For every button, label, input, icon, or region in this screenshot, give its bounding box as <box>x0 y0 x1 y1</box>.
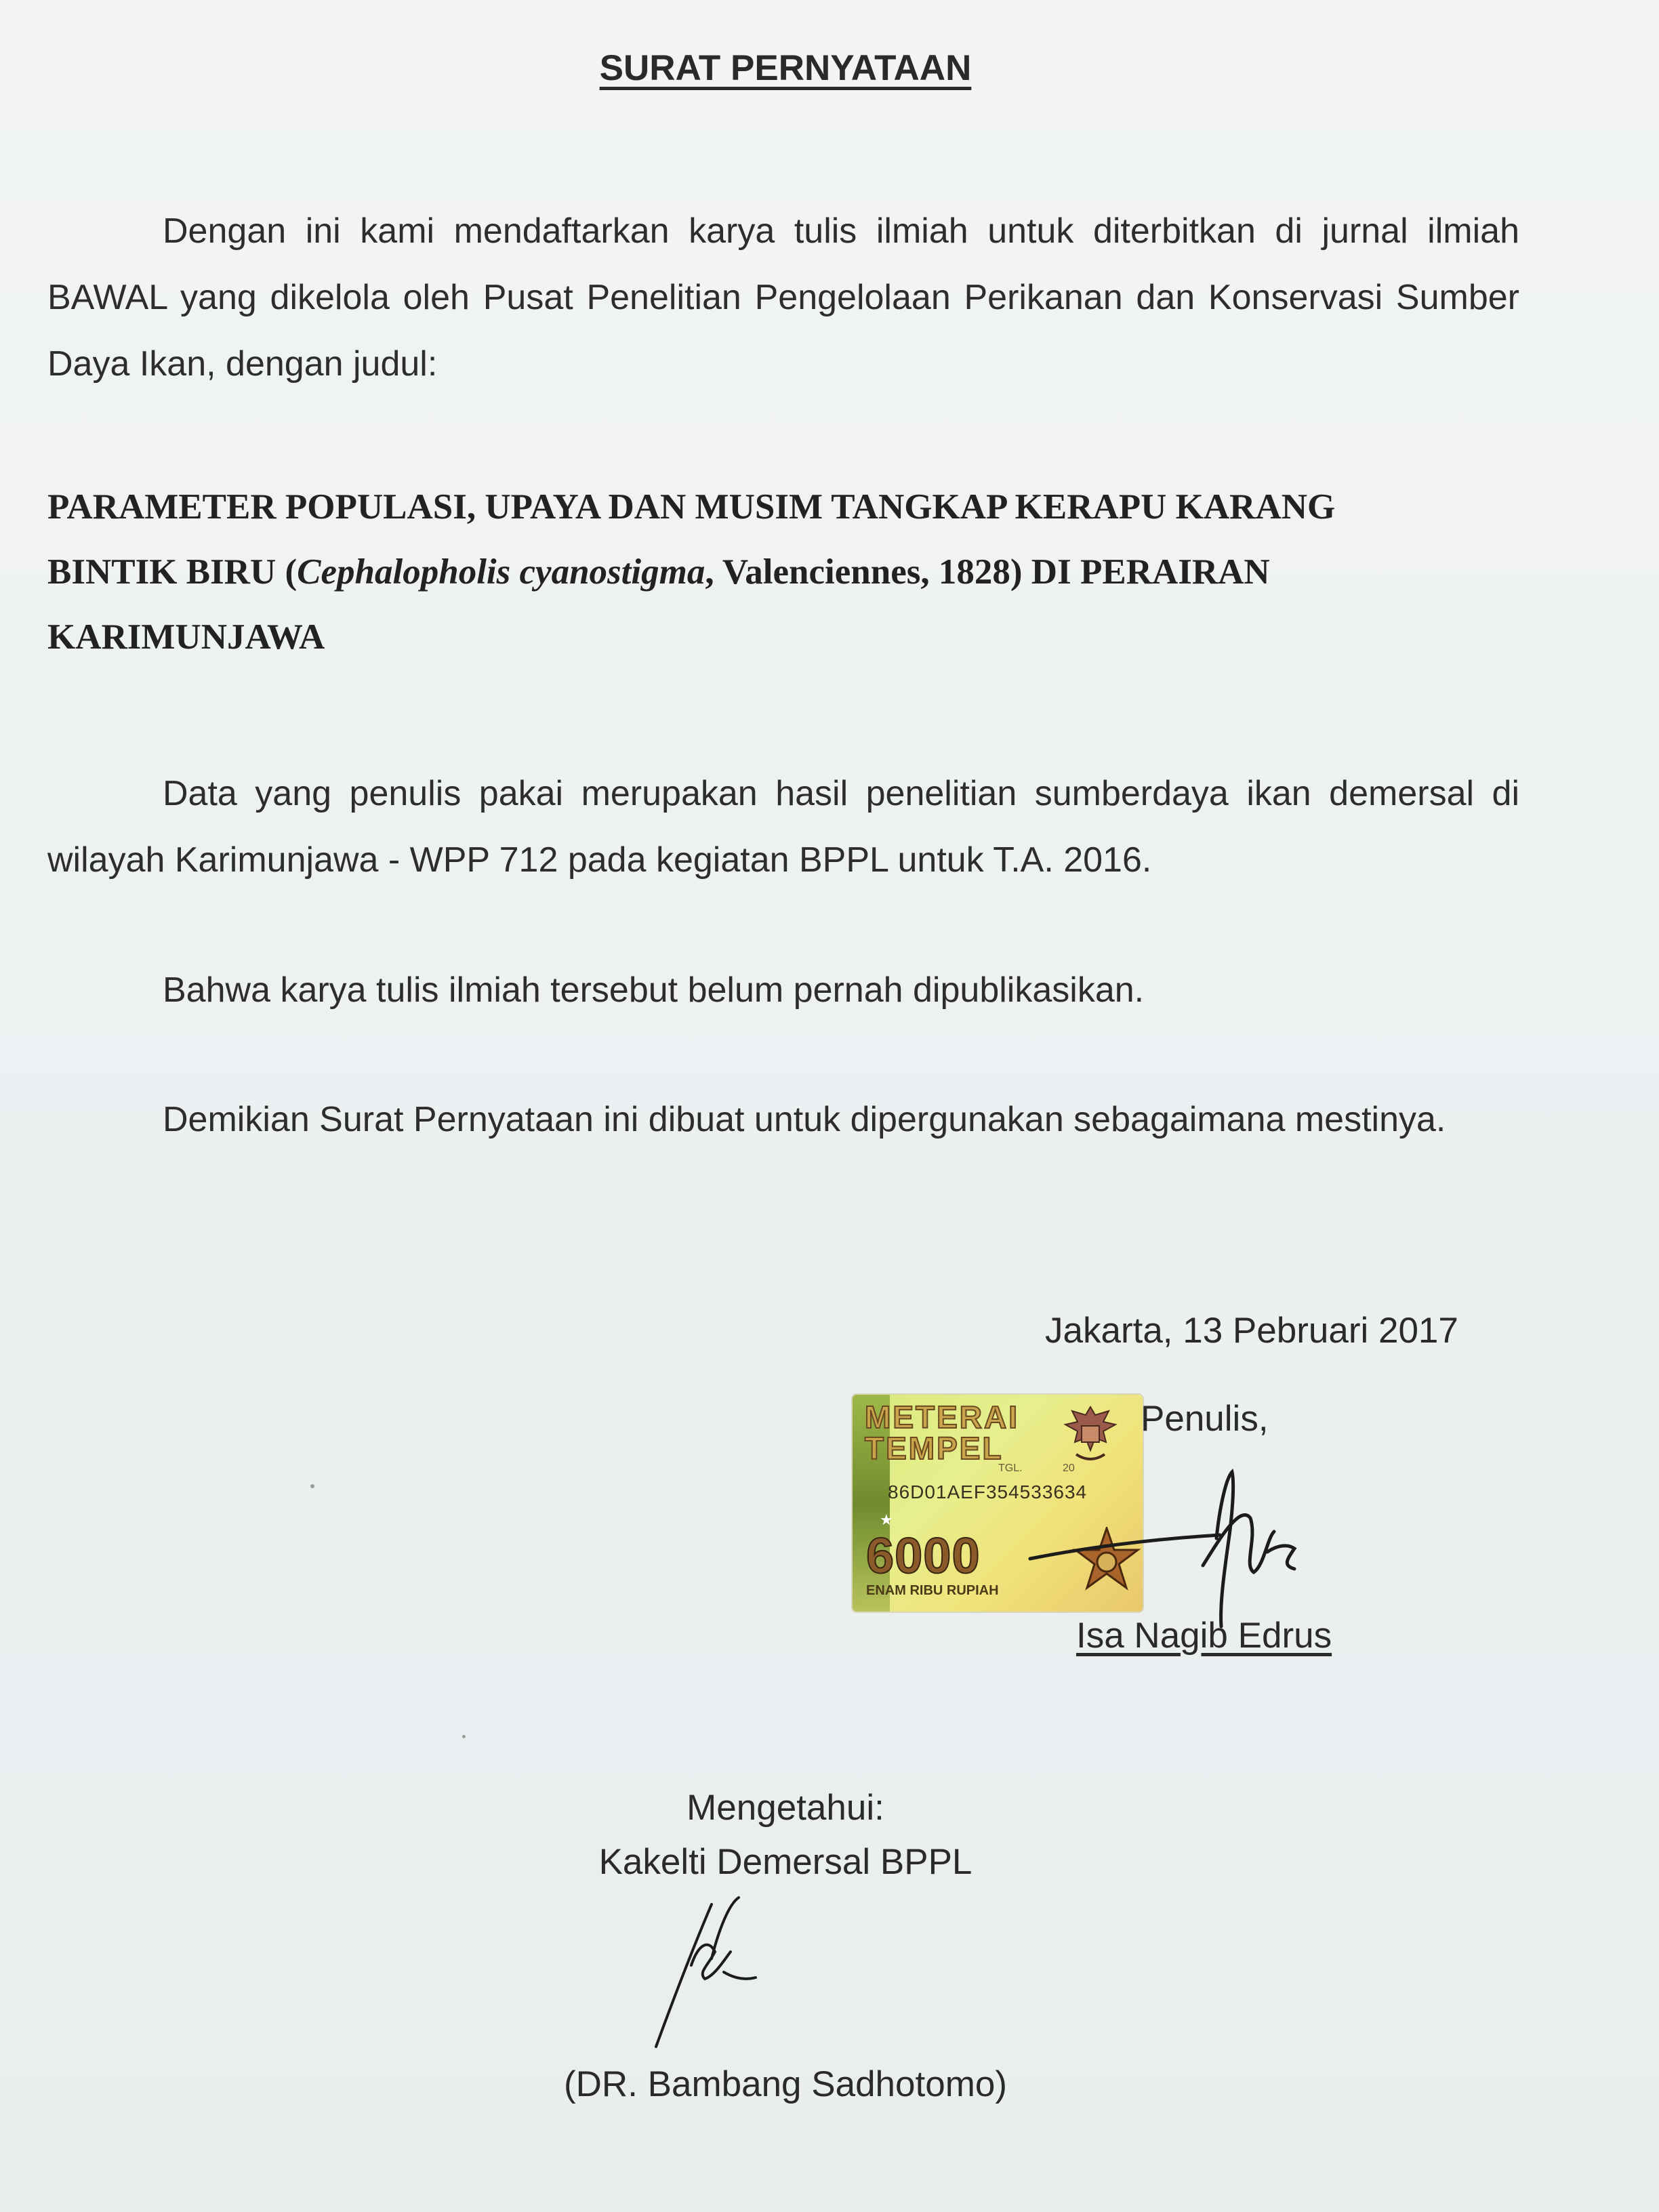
star-dot-icon: ★ <box>880 1511 893 1528</box>
stamp-word-1: METERAI <box>865 1399 1019 1435</box>
paper-title-line-2-post: , Valenciennes, 1828) DI PERAIRAN <box>705 552 1270 592</box>
stamp-value-text: ENAM RIBU RUPIAH <box>866 1583 999 1598</box>
place-date: Jakarta, 13 Pebruari 2017 <box>1045 1311 1458 1351</box>
closing-paragraph: Demikian Surat Pernyataan ini dibuat untuk dipergunakan sebagaimana mestinya. <box>163 1100 1446 1139</box>
species-name: Cephalopholis cyanostigma <box>297 552 705 592</box>
paper-speck <box>462 1735 466 1738</box>
acknowledged-label: Mengetahui: <box>687 1788 884 1828</box>
paper-speck <box>310 1484 314 1488</box>
acknowledger-name: (DR. Bambang Sadhotomo) <box>564 2064 1007 2104</box>
stamp-value: 6000 <box>866 1528 981 1584</box>
acknowledger-role: Kakelti Demersal BPPL <box>598 1842 972 1882</box>
author-name: Isa Nagib Edrus <box>1076 1616 1332 1656</box>
paper-title-line-3: KARIMUNJAWA <box>47 617 325 657</box>
garuda-emblem-icon <box>1061 1401 1120 1469</box>
acknowledger-signature <box>644 1877 800 2060</box>
stamp-date-label: TGL. <box>998 1462 1023 1474</box>
publication-paragraph: Bahwa karya tulis ilmiah tersebut belum pernah dipublikasikan. <box>163 970 1145 1010</box>
paper-title-line-2 <box>47 539 1538 605</box>
paper-title-line-2-pre: BINTIK BIRU ( <box>47 552 298 592</box>
stamp-word-2: TEMPEL <box>865 1431 1004 1466</box>
author-signature <box>1017 1464 1328 1633</box>
data-paragraph: Data yang penulis pakai merupakan hasil penelitian sumberdaya ikan demersal di wilayah Karimunjawa - WPP 712 pada kegiatan BPPL untuk T.A. 2016. <box>47 774 1519 880</box>
author-role: Penulis, <box>1141 1399 1269 1439</box>
paper-title <box>47 474 1538 670</box>
paper-title-line-1: PARAMETER POPULASI, UPAYA DAN MUSIM TANGKAP KERAPU KARANG <box>47 487 1336 527</box>
acknowledgement-block <box>0 1781 1571 1889</box>
intro-paragraph: Dengan ini kami mendaftarkan karya tulis ilmiah untuk diterbitkan di jurnal ilmiah BAWAL yang dikelola oleh Pusat Penelitian Pengelolaan Perikanan dan Konservasi Sumber Daya Ikan, dengan judul: <box>47 211 1519 384</box>
document-title: SURAT PERNYATAAN <box>599 48 972 88</box>
stamp-serial: 86D01AEF354533634 <box>888 1481 1088 1502</box>
stamp-year: 20 <box>1063 1462 1075 1474</box>
